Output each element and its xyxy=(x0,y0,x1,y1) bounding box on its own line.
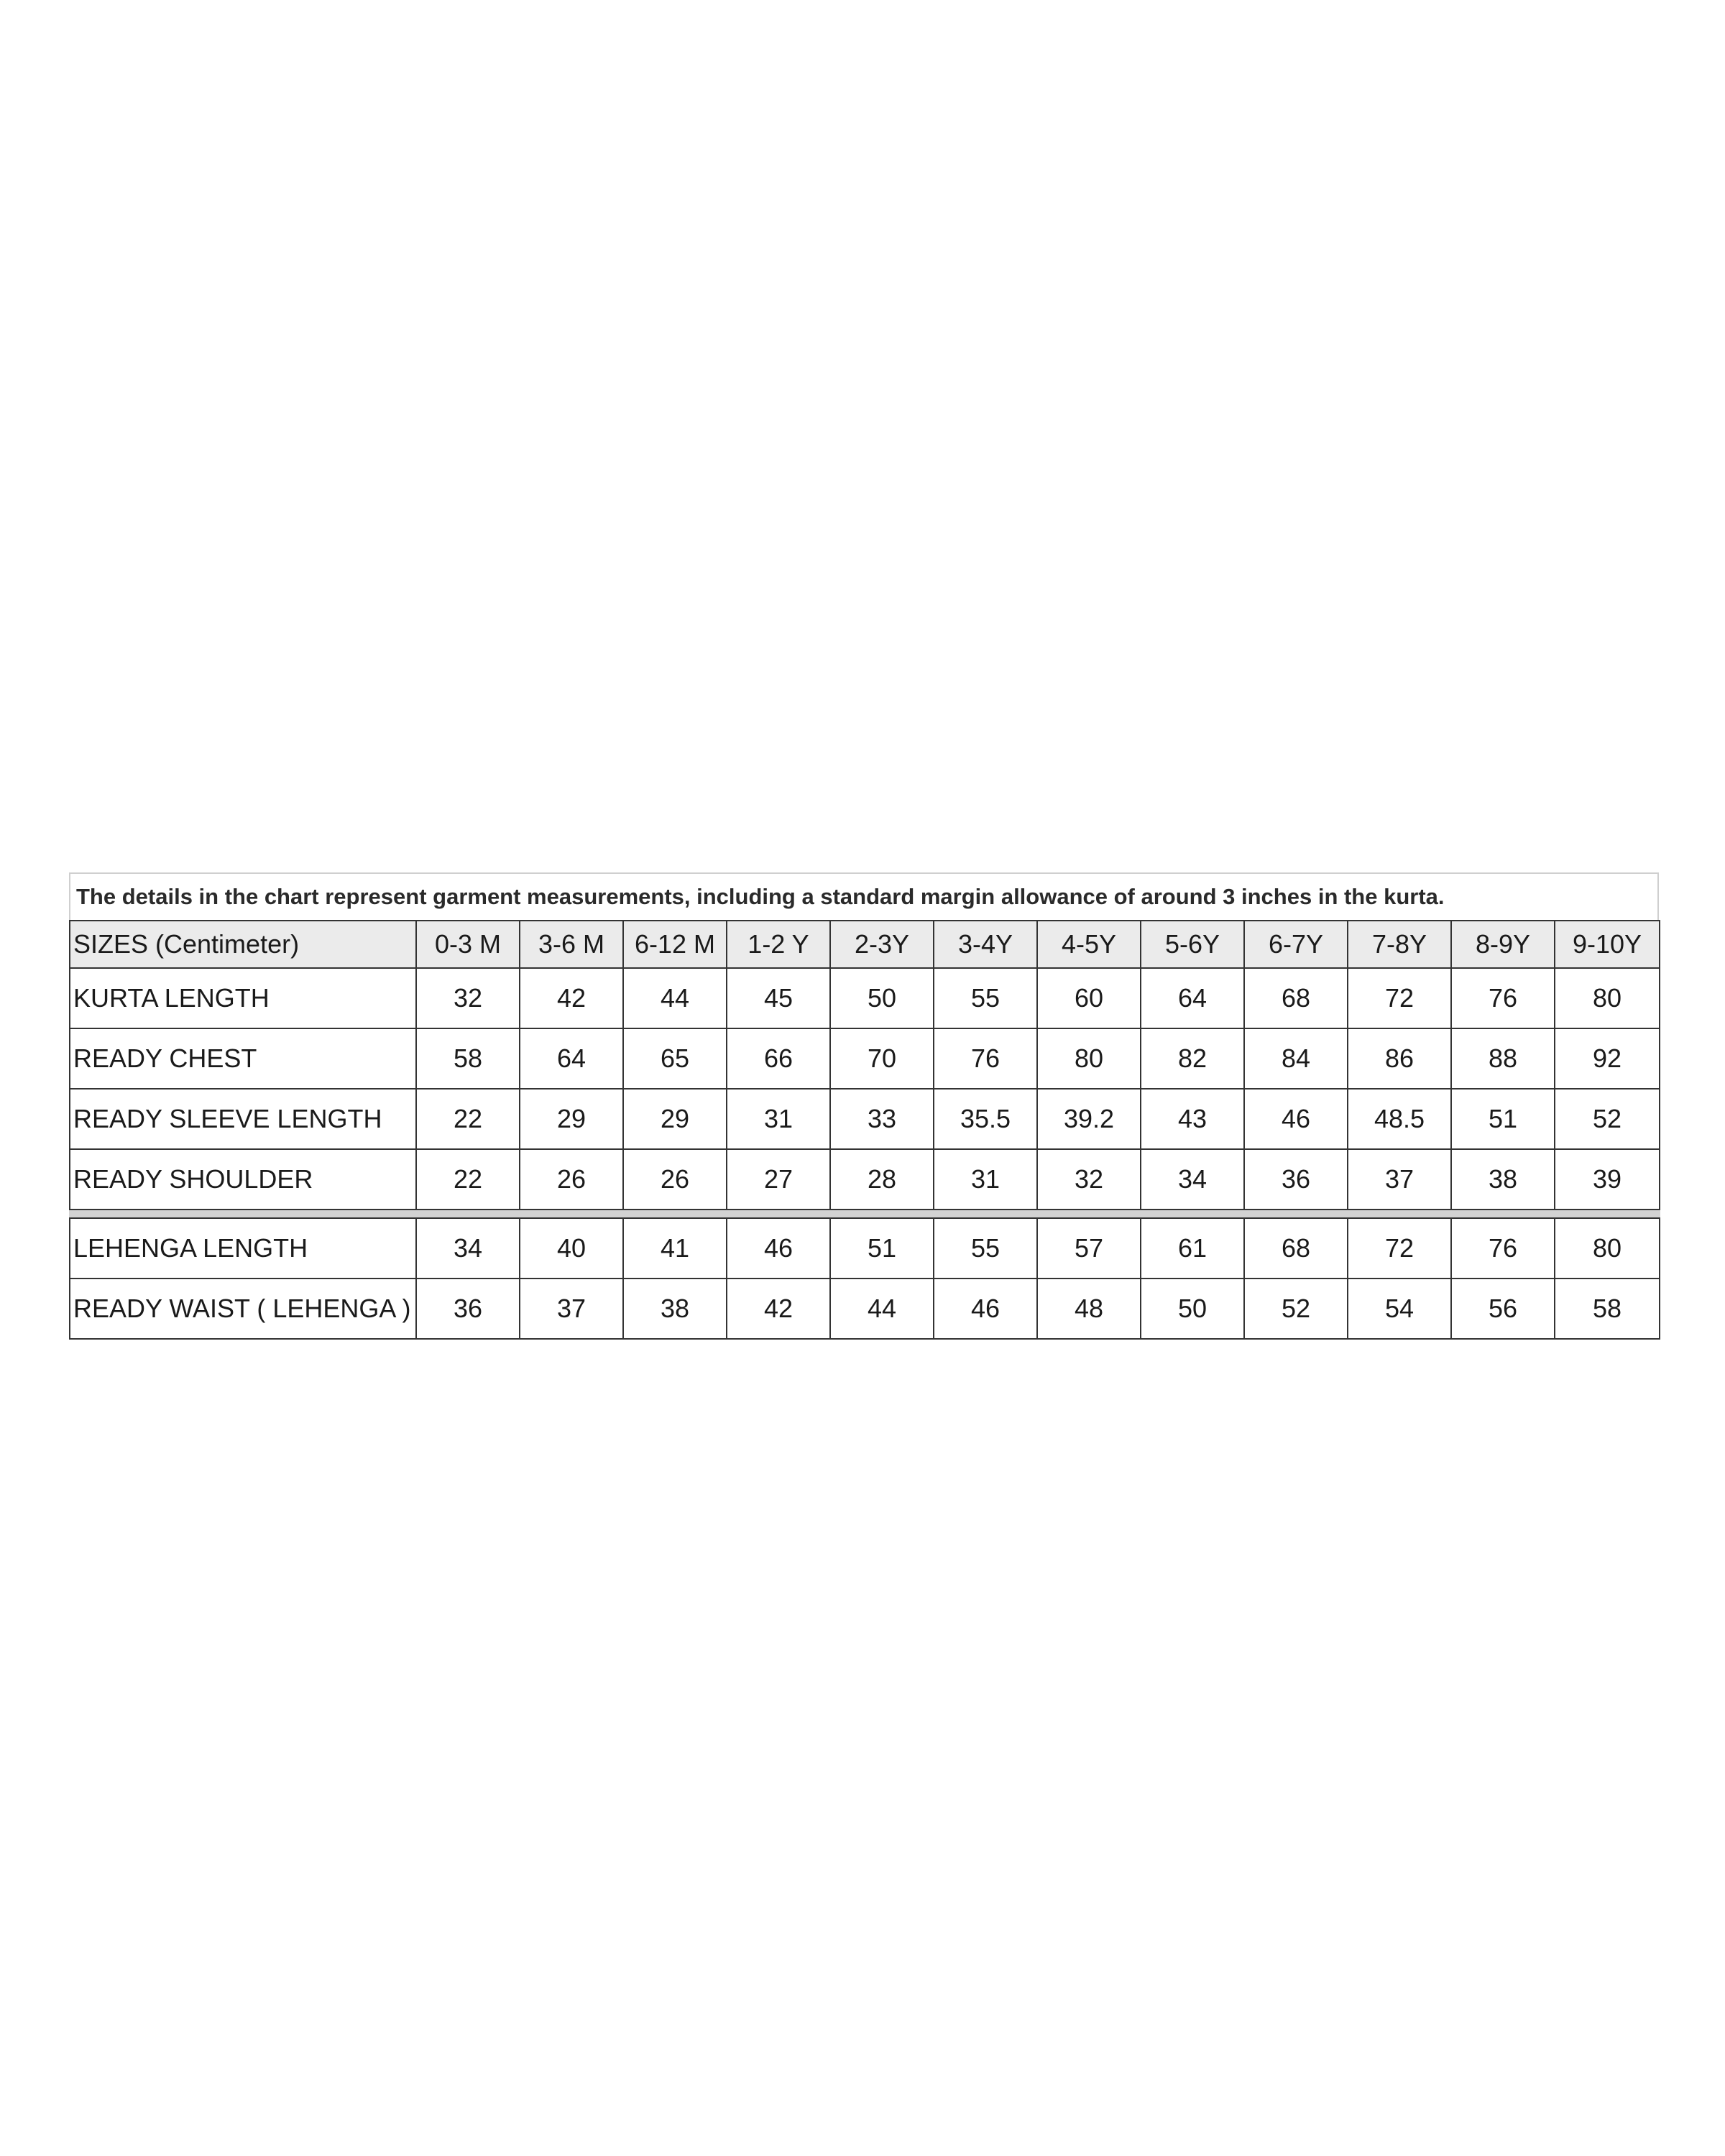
measurement-cell: 55 xyxy=(934,1218,1037,1279)
table-row xyxy=(70,968,1660,1028)
measurement-cell: 29 xyxy=(520,1089,623,1149)
measurement-cell: 29 xyxy=(623,1089,727,1149)
measurement-cell: 36 xyxy=(1244,1149,1348,1210)
measurement-cell: 52 xyxy=(1244,1279,1348,1339)
lehenga-section xyxy=(70,1218,1660,1339)
size-header: 7-8Y xyxy=(1348,921,1451,968)
measurement-cell: 48 xyxy=(1037,1279,1141,1339)
measurement-cell: 26 xyxy=(623,1149,727,1210)
measurement-cell: 22 xyxy=(416,1089,520,1149)
measurement-cell: 32 xyxy=(1037,1149,1141,1210)
measurement-cell: 51 xyxy=(1451,1089,1555,1149)
section-separator xyxy=(70,1210,1660,1218)
row-label: READY CHEST xyxy=(70,1028,416,1089)
measurement-cell: 28 xyxy=(830,1149,934,1210)
measurement-cell: 58 xyxy=(1555,1279,1660,1339)
measurement-cell: 46 xyxy=(727,1218,830,1279)
measurement-cell: 61 xyxy=(1141,1218,1244,1279)
measurement-cell: 72 xyxy=(1348,1218,1451,1279)
measurement-cell: 38 xyxy=(623,1279,727,1339)
measurement-cell: 80 xyxy=(1037,1028,1141,1089)
row-label: LEHENGA LENGTH xyxy=(70,1218,416,1279)
size-header: 1-2 Y xyxy=(727,921,830,968)
measurement-cell: 22 xyxy=(416,1149,520,1210)
measurement-cell: 72 xyxy=(1348,968,1451,1028)
measurement-cell: 88 xyxy=(1451,1028,1555,1089)
measurement-cell: 44 xyxy=(830,1279,934,1339)
measurement-cell: 38 xyxy=(1451,1149,1555,1210)
table-row xyxy=(70,1028,1660,1089)
measurement-cell: 31 xyxy=(727,1089,830,1149)
measurement-cell: 34 xyxy=(416,1218,520,1279)
measurement-cell: 46 xyxy=(934,1279,1037,1339)
measurement-cell: 32 xyxy=(416,968,520,1028)
row-label: KURTA LENGTH xyxy=(70,968,416,1028)
size-header: 6-12 M xyxy=(623,921,727,968)
measurement-cell: 60 xyxy=(1037,968,1141,1028)
measurement-cell: 76 xyxy=(1451,1218,1555,1279)
measurement-cell: 42 xyxy=(727,1279,830,1339)
kurta-section xyxy=(70,968,1660,1210)
measurement-cell: 66 xyxy=(727,1028,830,1089)
measurement-cell: 58 xyxy=(416,1028,520,1089)
measurement-cell: 56 xyxy=(1451,1279,1555,1339)
measurement-cell: 43 xyxy=(1141,1089,1244,1149)
measurement-cell: 41 xyxy=(623,1218,727,1279)
size-header: 9-10Y xyxy=(1555,921,1660,968)
measurement-cell: 37 xyxy=(1348,1149,1451,1210)
size-header: 3-6 M xyxy=(520,921,623,968)
measurement-cell: 76 xyxy=(1451,968,1555,1028)
measurement-cell: 64 xyxy=(520,1028,623,1089)
measurement-cell: 40 xyxy=(520,1218,623,1279)
separator-cell xyxy=(70,1210,1660,1218)
measurement-cell: 50 xyxy=(830,968,934,1028)
measurement-cell: 33 xyxy=(830,1089,934,1149)
measurement-cell: 52 xyxy=(1555,1089,1660,1149)
measurement-cell: 37 xyxy=(520,1279,623,1339)
sizes-header-label: SIZES (Centimeter) xyxy=(70,921,416,968)
row-label: READY WAIST ( LEHENGA ) xyxy=(70,1279,416,1339)
table-row xyxy=(70,1149,1660,1210)
size-table xyxy=(69,920,1660,1340)
measurement-cell: 76 xyxy=(934,1028,1037,1089)
measurement-cell: 35.5 xyxy=(934,1089,1037,1149)
measurement-cell: 51 xyxy=(830,1218,934,1279)
measurement-cell: 34 xyxy=(1141,1149,1244,1210)
size-header: 2-3Y xyxy=(830,921,934,968)
table-row xyxy=(70,1089,1660,1149)
measurement-cell: 86 xyxy=(1348,1028,1451,1089)
size-header: 5-6Y xyxy=(1141,921,1244,968)
separator-row xyxy=(70,1210,1660,1218)
size-chart xyxy=(69,872,1659,1340)
measurement-cell: 57 xyxy=(1037,1218,1141,1279)
row-label: READY SLEEVE LENGTH xyxy=(70,1089,416,1149)
measurement-cell: 55 xyxy=(934,968,1037,1028)
chart-note: The details in the chart represent garment measurements, including a standard margin allowance of around 3 inches in the kurta. xyxy=(69,872,1659,920)
measurement-cell: 82 xyxy=(1141,1028,1244,1089)
row-label: READY SHOULDER xyxy=(70,1149,416,1210)
measurement-cell: 39 xyxy=(1555,1149,1660,1210)
measurement-cell: 54 xyxy=(1348,1279,1451,1339)
measurement-cell: 68 xyxy=(1244,968,1348,1028)
measurement-cell: 50 xyxy=(1141,1279,1244,1339)
measurement-cell: 31 xyxy=(934,1149,1037,1210)
measurement-cell: 45 xyxy=(727,968,830,1028)
measurement-cell: 80 xyxy=(1555,968,1660,1028)
measurement-cell: 92 xyxy=(1555,1028,1660,1089)
measurement-cell: 65 xyxy=(623,1028,727,1089)
measurement-cell: 64 xyxy=(1141,968,1244,1028)
size-header: 6-7Y xyxy=(1244,921,1348,968)
size-header: 3-4Y xyxy=(934,921,1037,968)
measurement-cell: 36 xyxy=(416,1279,520,1339)
size-header: 0-3 M xyxy=(416,921,520,968)
measurement-cell: 27 xyxy=(727,1149,830,1210)
measurement-cell: 26 xyxy=(520,1149,623,1210)
measurement-cell: 44 xyxy=(623,968,727,1028)
table-row xyxy=(70,1279,1660,1339)
measurement-cell: 42 xyxy=(520,968,623,1028)
measurement-cell: 39.2 xyxy=(1037,1089,1141,1149)
measurement-cell: 84 xyxy=(1244,1028,1348,1089)
measurement-cell: 68 xyxy=(1244,1218,1348,1279)
size-header: 8-9Y xyxy=(1451,921,1555,968)
table-row xyxy=(70,1218,1660,1279)
measurement-cell: 80 xyxy=(1555,1218,1660,1279)
measurement-cell: 48.5 xyxy=(1348,1089,1451,1149)
measurement-cell: 46 xyxy=(1244,1089,1348,1149)
header-row xyxy=(70,921,1660,968)
measurement-cell: 70 xyxy=(830,1028,934,1089)
size-header: 4-5Y xyxy=(1037,921,1141,968)
